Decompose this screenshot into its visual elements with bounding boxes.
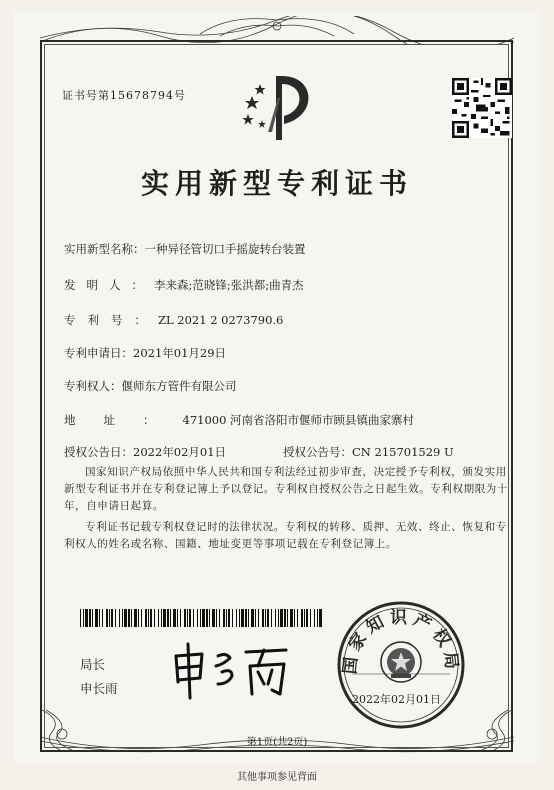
patentee-label: 专利权人： — [64, 379, 122, 393]
patent-number-value: ZL 2021 2 0273790.6 — [158, 313, 284, 327]
certificate-paragraph-grant: 国家知识产权局依照中华人民共和国专利法经过初步审查，决定授予专利权，颁发实用新型专利证书并在专利登记簿上予以登记。专利权自授权公告之日起生效。专利权期限为十年，自申请日起算。 — [64, 466, 508, 512]
grant-number-label: 授权公告号： — [283, 445, 352, 459]
utility-model-name-label: 实用新型名称： — [64, 242, 145, 256]
address-value: 471000 河南省洛阳市偃师市顾县镇曲家寨村 — [182, 413, 415, 427]
grant-date-label: 授权公告日： — [64, 445, 133, 459]
certificate-number: 证书号第15678794号 — [62, 89, 186, 102]
utility-model-name-row — [64, 241, 306, 257]
inventor-value: 李来森;范晓锋;张洪都;曲青杰 — [154, 278, 304, 292]
certificate-title: 实用新型专利证书 — [140, 167, 413, 200]
filing-date-row — [64, 345, 226, 361]
seal-date: 2022年02月01日 — [352, 693, 441, 706]
address-row — [64, 412, 414, 428]
address-label: 地址： — [64, 413, 183, 427]
director-signature-image — [168, 638, 298, 700]
footer-note: 其他事项参见背面 — [237, 772, 317, 783]
inventor-row — [64, 277, 304, 293]
certificate-paragraph-legal-status: 专利证书记载专利权登记时的法律状况。专利权的转移、质押、无效、终止、恢复和专利权人的姓名或名称、国籍、地址变更等事项记载在专利登记簿上。 — [64, 521, 507, 550]
seal-text: 国家知识产权局 — [340, 608, 462, 675]
patent-emblem-logo — [238, 68, 318, 144]
grant-date-value: 2022年02月01日 — [133, 445, 227, 459]
patentee-row — [64, 378, 237, 394]
patentee-value: 偃师东方管件有限公司 — [121, 379, 237, 393]
page-number: 第1页(共2页) — [246, 737, 308, 748]
barcode — [80, 609, 322, 627]
grant-number-value: CN 215701529 U — [352, 445, 454, 459]
inventor-label: 发明人： — [64, 278, 154, 292]
utility-model-name-value: 一种异径管切口手摇旋转台装置 — [144, 242, 306, 256]
filing-date-value: 2021年01月29日 — [133, 346, 227, 360]
filing-date-label: 专利申请日： — [64, 346, 133, 360]
patent-number-row — [64, 312, 283, 328]
director-name: 申长雨 — [80, 681, 118, 696]
qr-code — [452, 78, 512, 138]
director-title: 局长 — [80, 657, 106, 672]
official-seal-stamp — [334, 598, 468, 732]
grant-date-row — [64, 444, 226, 460]
patent-number-label: 专利号： — [64, 313, 158, 327]
grant-number-row — [283, 444, 454, 460]
